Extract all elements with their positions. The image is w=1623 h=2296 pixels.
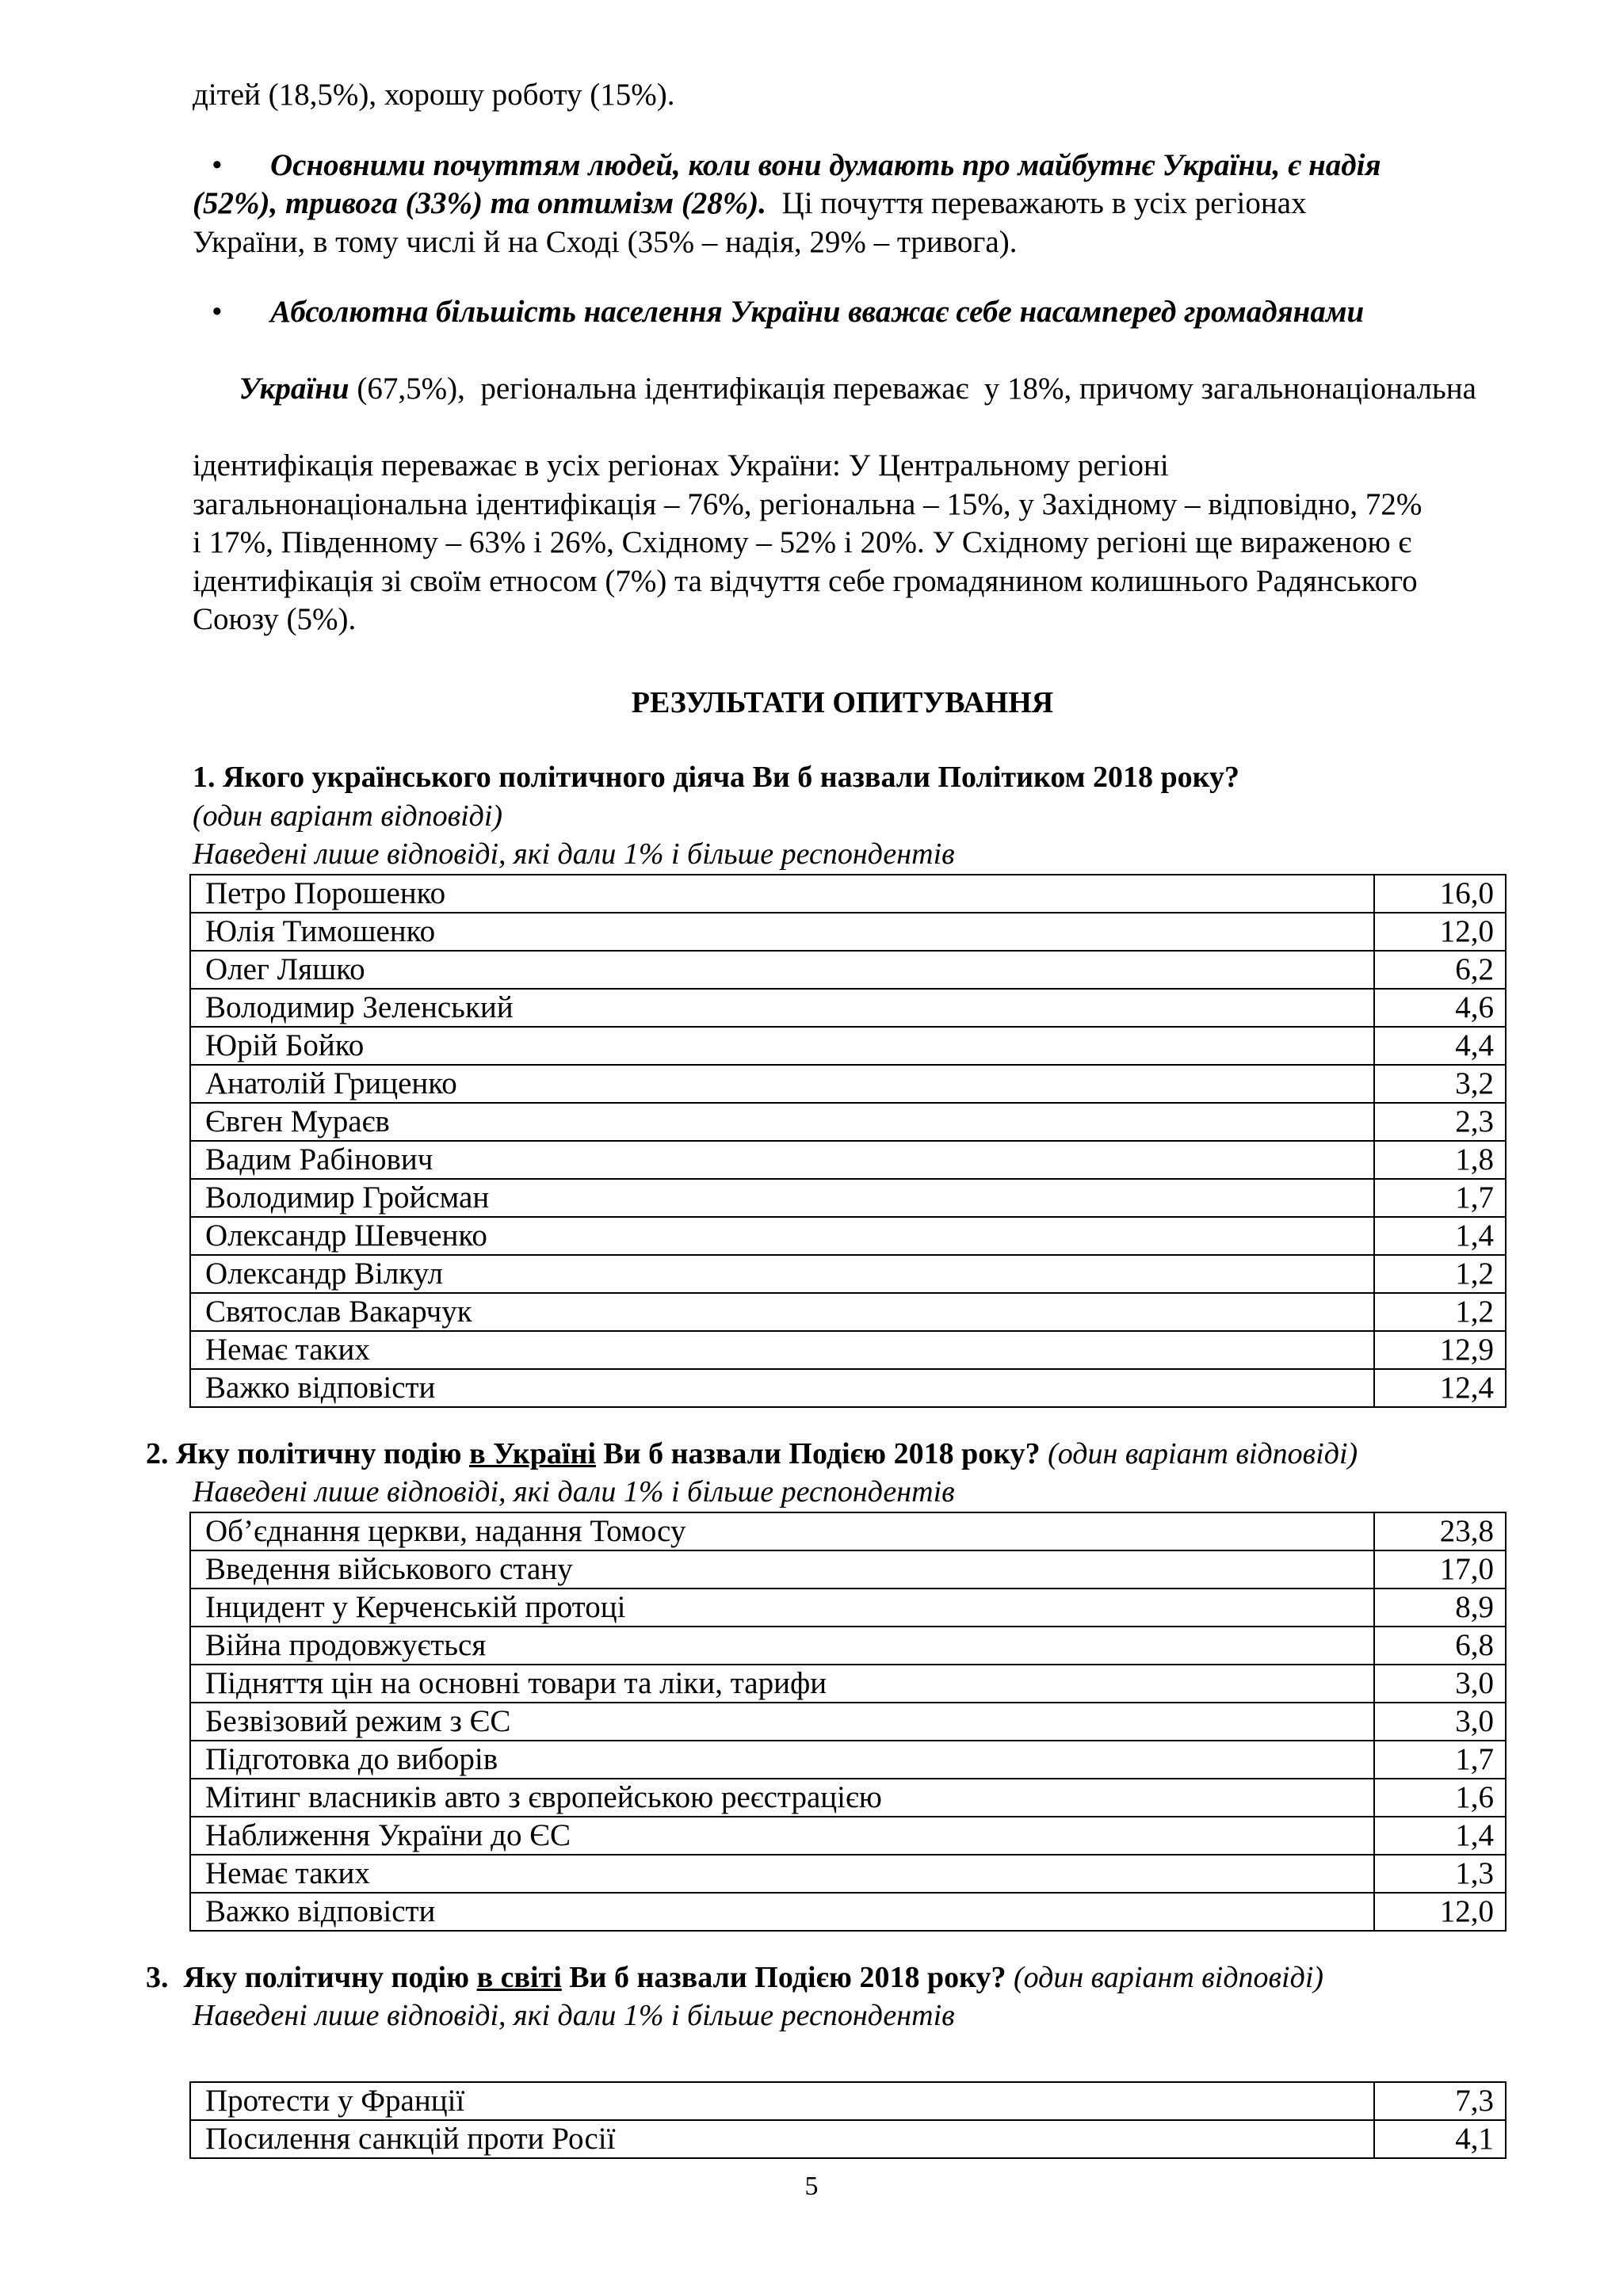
question-1 xyxy=(193,758,1492,1408)
underlined-phrase: в світі xyxy=(476,1960,562,1994)
row-value: 17,0 xyxy=(1374,1550,1506,1589)
row-label: Олег Ляшко xyxy=(190,951,1374,989)
row-value: 1,8 xyxy=(1374,1141,1506,1179)
row-label: Інцидент у Керченській протоці xyxy=(190,1589,1374,1627)
table-row xyxy=(190,875,1506,913)
bullet-text: ідентифікація зі своїм етносом (7%) та відчуття себе громадянином колишнього Радянського xyxy=(193,563,1418,598)
row-label: Юрій Бойко xyxy=(190,1027,1374,1065)
row-label: Посилення санкцій проти Росії xyxy=(190,2120,1374,2158)
bullet-text: і 17%, Південному – 63% і 26%, Східному – 52% і 20%. У Східному регіоні ще вираженою є xyxy=(193,525,1412,559)
question-variant: (один варіант відповіді) xyxy=(1040,1436,1358,1470)
bullet-text: Союзу (5%). xyxy=(193,602,357,636)
table-row xyxy=(190,1665,1506,1703)
bullet-text: України, в тому числі й на Сході (35% – надія, 29% – тривога). xyxy=(193,224,1018,259)
page-content xyxy=(146,76,1494,2159)
table-row xyxy=(190,913,1506,951)
row-value: 1,6 xyxy=(1374,1779,1506,1817)
row-label: Немає таких xyxy=(190,1855,1374,1893)
row-label: Олександр Вілкул xyxy=(190,1255,1374,1293)
table-row xyxy=(190,1550,1506,1589)
question-3 xyxy=(146,1958,1494,2159)
row-value: 3,2 xyxy=(1374,1065,1506,1103)
table-row xyxy=(190,951,1506,989)
bullet-text: Ці почуття переважають в усіх регіонах xyxy=(766,186,1307,220)
row-value: 12,0 xyxy=(1374,1893,1506,1931)
row-value: 7,3 xyxy=(1374,2082,1506,2120)
table-row xyxy=(190,1103,1506,1141)
row-label: Введення військового стану xyxy=(190,1550,1374,1589)
table-row xyxy=(190,1741,1506,1779)
table-row xyxy=(190,2082,1506,2120)
table-row xyxy=(190,2120,1506,2158)
table-row xyxy=(190,1779,1506,1817)
intro-line: дітей (18,5%), хорошу роботу (15%). xyxy=(193,78,675,112)
row-label: Святослав Вакарчук xyxy=(190,1293,1374,1331)
results-heading: РЕЗУЛЬТАТИ ОПИТУВАННЯ xyxy=(631,685,1054,719)
table-row xyxy=(190,1293,1506,1331)
row-label: Об’єднання церкви, надання Томосу xyxy=(190,1512,1374,1550)
table-row xyxy=(190,1589,1506,1627)
bullet-identity xyxy=(193,293,1492,639)
row-value: 1,7 xyxy=(1374,1741,1506,1779)
row-label: Протести у Франції xyxy=(190,2082,1374,2120)
row-value: 12,0 xyxy=(1374,913,1506,951)
row-value: 23,8 xyxy=(1374,1512,1506,1550)
row-value: 1,3 xyxy=(1374,1855,1506,1893)
row-label: Підняття цін на основні товари та ліки, тарифи xyxy=(190,1665,1374,1703)
row-value: 16,0 xyxy=(1374,875,1506,913)
bullet-text: (67,5%), регіональна ідентифікація переважає у 18%, причому загальнонаціональна xyxy=(349,372,1476,406)
bullet-icon: • xyxy=(212,295,223,329)
row-value: 8,9 xyxy=(1374,1589,1506,1627)
bullet-text: загальнонаціональна ідентифікація – 76%, регіональна – 15%, у Західному – відповідно, 72% xyxy=(193,486,1423,521)
row-label: Анатолій Гриценко xyxy=(190,1065,1374,1103)
question-title: 3. Яку політичну подію в світі Ви б назвали Подією 2018 року? (один варіант відповіді) xyxy=(146,1960,1324,1994)
row-value: 1,4 xyxy=(1374,1817,1506,1855)
table-row xyxy=(190,1512,1506,1550)
bullet-text: Абсолютна більшість населення України вважає себе насамперед громадянами xyxy=(270,295,1365,329)
row-value: 3,0 xyxy=(1374,1665,1506,1703)
row-value: 2,3 xyxy=(1374,1103,1506,1141)
row-value: 12,4 xyxy=(1374,1369,1506,1407)
row-label: Мітинг власників авто з європейською реєстрацією xyxy=(190,1779,1374,1817)
table-row xyxy=(190,1255,1506,1293)
bullet-text: (52%), тривога (33%) та оптимізм (28%). xyxy=(193,186,767,220)
results-table-q1 xyxy=(189,874,1507,1408)
row-value: 1,4 xyxy=(1374,1217,1506,1255)
table-row xyxy=(190,1893,1506,1931)
row-label: Війна продовжується xyxy=(190,1627,1374,1665)
bullet-text: Основними почуттям людей, коли вони думають про майбутнє України, є надія xyxy=(270,147,1381,182)
row-label: Наближення України до ЄС xyxy=(190,1817,1374,1855)
table-row xyxy=(190,1217,1506,1255)
question-note: Наведені лише відповіді, які дали 1% і більше респондентів xyxy=(193,837,955,871)
table-row xyxy=(190,989,1506,1027)
row-value: 1,7 xyxy=(1374,1179,1506,1217)
table-row xyxy=(190,1027,1506,1065)
row-label: Петро Порошенко xyxy=(190,875,1374,913)
question-variant: (один варіант відповіді) xyxy=(193,799,503,833)
table-row xyxy=(190,1855,1506,1893)
row-label: Євген Мураєв xyxy=(190,1103,1374,1141)
table-row xyxy=(190,1703,1506,1741)
question-title: 2. Яку політичну подію в Україні Ви б назвали Подією 2018 року? (один варіант відповіді) xyxy=(146,1436,1358,1470)
table-row xyxy=(190,1627,1506,1665)
table-row xyxy=(190,1369,1506,1407)
row-label: Важко відповісти xyxy=(190,1893,1374,1931)
question-note: Наведені лише відповіді, які дали 1% і більше респондентів xyxy=(193,1999,955,2032)
question-2 xyxy=(146,1435,1494,1932)
row-value: 6,8 xyxy=(1374,1627,1506,1665)
row-value: 4,6 xyxy=(1374,989,1506,1027)
row-label: Важко відповісти xyxy=(190,1369,1374,1407)
row-label: Володимир Зеленський xyxy=(190,989,1374,1027)
question-title: 1. Якого українського політичного діяча Ви б назвали Політиком 2018 року? xyxy=(193,761,1240,794)
row-value: 1,2 xyxy=(1374,1255,1506,1293)
table-row xyxy=(190,1331,1506,1369)
row-label: Володимир Гройсман xyxy=(190,1179,1374,1217)
row-label: Вадим Рабінович xyxy=(190,1141,1374,1179)
results-table-q2 xyxy=(189,1512,1507,1932)
bullet-text: ідентифікація переважає в усіх регіонах України: У Центральному регіоні xyxy=(193,448,1169,482)
underlined-phrase: в Україні xyxy=(469,1436,596,1470)
bullet-feelings xyxy=(193,147,1492,262)
table-row xyxy=(190,1817,1506,1855)
bullet-icon: • xyxy=(212,147,223,182)
page-number: 5 xyxy=(804,2172,819,2201)
row-label: Олександр Шевченко xyxy=(190,1217,1374,1255)
row-label: Безвізовий режим з ЄС xyxy=(190,1703,1374,1741)
row-value: 12,9 xyxy=(1374,1331,1506,1369)
table-row xyxy=(190,1141,1506,1179)
bullet-text: України xyxy=(239,372,349,406)
row-label: Юлія Тимошенко xyxy=(190,913,1374,951)
row-label: Немає таких xyxy=(190,1331,1374,1369)
row-label: Підготовка до виборів xyxy=(190,1741,1374,1779)
table-row xyxy=(190,1179,1506,1217)
table-row xyxy=(190,1065,1506,1103)
row-value: 3,0 xyxy=(1374,1703,1506,1741)
question-note: Наведені лише відповіді, які дали 1% і більше респондентів xyxy=(193,1475,955,1508)
row-value: 4,4 xyxy=(1374,1027,1506,1065)
row-value: 1,2 xyxy=(1374,1293,1506,1331)
row-value: 6,2 xyxy=(1374,951,1506,989)
row-value: 4,1 xyxy=(1374,2120,1506,2158)
question-variant: (один варіант відповіді) xyxy=(1006,1960,1324,1994)
results-table-q3 xyxy=(189,2081,1507,2159)
